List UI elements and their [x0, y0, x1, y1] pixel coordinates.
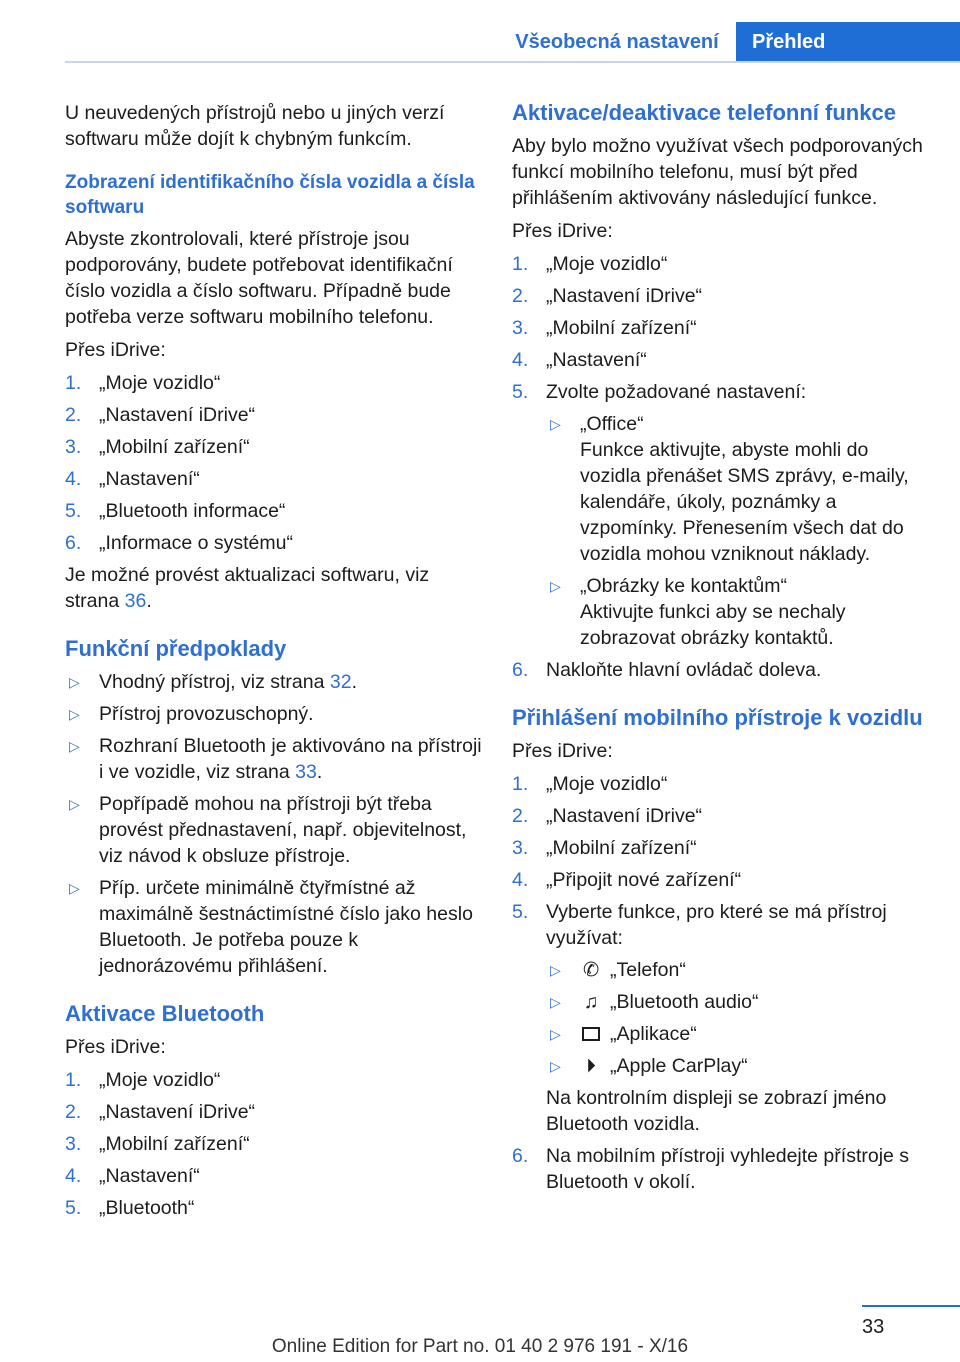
triangle-bullet-icon: ▷ — [69, 796, 80, 812]
list-item: 6. „Informace o systému“ — [65, 532, 293, 554]
id-text: Abyste zkontrolovali, které přístroje jsou podporovány, budete potřebovat identifikační číslo vozidla a číslo softwaru. Případně bude potřeba verze softwaru mobilního telefonu. — [65, 228, 453, 328]
update-text: Je možné provést aktualizaci softwaru, viz strana 36. — [65, 564, 430, 612]
triangle-bullet-icon: ▷ — [69, 674, 80, 690]
requirements-list — [65, 669, 483, 979]
triangle-bullet-icon: ▷ — [550, 994, 561, 1010]
triangle-bullet-icon: ▷ — [550, 1026, 561, 1042]
list-item: 1. „Moje vozidlo“ — [65, 372, 221, 394]
list-item: 4. „Nastavení“ — [65, 468, 200, 490]
via-idrive-1: Přes iDrive: — [65, 339, 166, 361]
list-item: 6. Nakloňte hlavní ovládač doleva. — [512, 659, 822, 681]
list-item: 5. „Bluetooth informace“ — [65, 500, 286, 522]
apps-icon — [582, 1027, 600, 1041]
list-item: 3. „Mobilní zařízení“ — [512, 837, 697, 859]
list-item: 5. Zvolte požadované nastavení: ▷ „Office“ Funkce aktivujte, abyste mohli do vozidla přenášet SMS zprávy, e-maily, kalendáře, úkoly, poznámky a vzpomínky. Přenesením všech dat do vozidla mohou vzniknout náklady. ▷ „Obrázky ke kontaktům“ Aktivujte funkci aby se nechaly zobrazovat obrázky kontaktů. — [512, 379, 932, 651]
list-item: ▷ „Office“ Funkce aktivujte, abyste mohli do vozidla přenášet SMS zprávy, e-maily, kalendáře, úkoly, poznámky a vzpomínky. Přenesením všech dat do vozidla mohou vzniknout náklady. — [550, 413, 909, 565]
page-link-33[interactable]: 33 — [295, 761, 317, 783]
triangle-bullet-icon: ▷ — [69, 706, 80, 722]
right-column — [512, 100, 932, 1201]
list-item: ▷ Přístroj provozuschopný. — [69, 703, 314, 725]
steps-list-1 — [65, 370, 483, 556]
triangle-bullet-icon: ▷ — [69, 738, 80, 754]
bluetooth-heading: Aktivace Bluetooth — [65, 1001, 265, 1026]
requirements-heading: Funkční předpoklady — [65, 636, 287, 661]
triangle-bullet-icon: ▷ — [550, 578, 561, 594]
list-item: 3. „Mobilní zařízení“ — [512, 317, 697, 339]
page-number: 33 — [862, 1316, 885, 1338]
list-item: 2. „Nastavení iDrive“ — [65, 1101, 256, 1123]
login-heading: Přihlášení mobilního přístroje k vozidlu — [512, 705, 923, 730]
music-note-icon: ♫ — [583, 991, 599, 1013]
page-link-36[interactable]: 36 — [124, 590, 147, 612]
id-heading: Zobrazení identifikačního čísla vozidla a čísla softwaru — [65, 172, 475, 218]
list-item: 2. „Nastavení iDrive“ — [65, 404, 256, 426]
triangle-bullet-icon: ▷ — [550, 416, 561, 432]
list-item: 3. „Mobilní zařízení“ — [65, 1133, 250, 1155]
activation-heading: Aktivace/deaktivace telefonní funkce — [512, 100, 896, 125]
settings-sublist — [546, 411, 932, 651]
list-item: 6. Na mobilním přístroji vyhledejte přístroje s Bluetooth v okolí. — [512, 1145, 910, 1193]
footer-divider — [862, 1305, 960, 1307]
triangle-bullet-icon: ▷ — [550, 962, 561, 978]
left-column — [65, 100, 483, 1227]
header-section-title: Všeobecná nastavení — [515, 30, 719, 53]
list-item: 4. „Připojit nové zařízení“ — [512, 869, 742, 891]
via-idrive-3: Přes iDrive: — [512, 220, 613, 242]
list-item: 4. „Nastavení“ — [65, 1165, 200, 1187]
list-item: 1. „Moje vozidlo“ — [512, 253, 668, 275]
steps-list-4 — [512, 771, 932, 1195]
intro-text: U neuvedených přístrojů nebo u jiných verzí softwaru může dojít k chybným funkcím. — [65, 102, 445, 150]
steps-list-2 — [65, 1067, 483, 1221]
list-item: ▷ ⏵ „Apple CarPlay“ — [550, 1055, 748, 1077]
via-idrive-4: Přes iDrive: — [512, 740, 613, 762]
triangle-bullet-icon: ▷ — [69, 880, 80, 896]
functions-sublist — [546, 957, 932, 1079]
phone-icon: ✆ — [582, 959, 600, 981]
list-item: ▷ ✆ „Telefon“ — [550, 959, 686, 981]
list-item: 3. „Mobilní zařízení“ — [65, 436, 250, 458]
steps-list-3 — [512, 251, 932, 683]
list-item: ▷ Rozhraní Bluetooth je aktivováno na přístroji i ve vozidle, viz strana 33. — [69, 735, 482, 783]
list-item: 2. „Nastavení iDrive“ — [512, 805, 703, 827]
display-note: Na kontrolním displeji se zobrazí jméno Bluetooth vozidla. — [546, 1087, 887, 1135]
play-circle-icon: ⏵ — [586, 1055, 596, 1077]
page-link-32[interactable]: 32 — [329, 671, 352, 693]
list-item: 4. „Nastavení“ — [512, 349, 647, 371]
list-item: ▷ Popřípadě mohou na přístroji být třeba provést přednastavení, např. objevitelnost, viz návod k obsluze přístroje. — [69, 793, 467, 867]
list-item: ▷ „Obrázky ke kontaktům“ Aktivujte funkci aby se nechaly zobrazovat obrázky kontaktů. — [550, 575, 846, 649]
list-item: 5. Vyberte funkce, pro které se má přístroj využívat: ▷ ✆ „Telefon“ ▷ ♫ „Bluetooth audio“ ▷ „Aplikace“ ▷ ⏵ „Apple CarPlay“ Na kontrolním displeji se zobrazí jméno Bluetooth vozidla. — [512, 899, 932, 1137]
activation-text: Aby bylo možno využívat všech podporovaných funkcí mobilního telefonu, musí být před přihlášením aktivovány následující funkce. — [512, 135, 923, 209]
header-divider — [65, 61, 960, 63]
list-item: ▷ Příp. určete minimálně čtyřmístné až maximálně šestnáctimístné číslo jako heslo Bluetooth. Je potřeba pouze k jednorázovému přihlášení. — [69, 877, 473, 977]
list-item: 1. „Moje vozidlo“ — [512, 773, 668, 795]
list-item: ▷ „Aplikace“ — [550, 1023, 697, 1045]
footer-edition: Online Edition for Part no. 01 40 2 976 191 - X/16 — [271, 1336, 689, 1357]
list-item: 2. „Nastavení iDrive“ — [512, 285, 703, 307]
list-item: 5. „Bluetooth“ — [65, 1197, 195, 1219]
list-item: ▷ Vhodný přístroj, viz strana 32. — [69, 671, 357, 693]
header-tab-overview[interactable]: Přehled — [736, 22, 960, 62]
list-item: ▷ ♫ „Bluetooth audio“ — [550, 991, 759, 1013]
via-idrive-2: Přes iDrive: — [65, 1036, 166, 1058]
list-item: 1. „Moje vozidlo“ — [65, 1069, 221, 1091]
triangle-bullet-icon: ▷ — [550, 1058, 561, 1074]
